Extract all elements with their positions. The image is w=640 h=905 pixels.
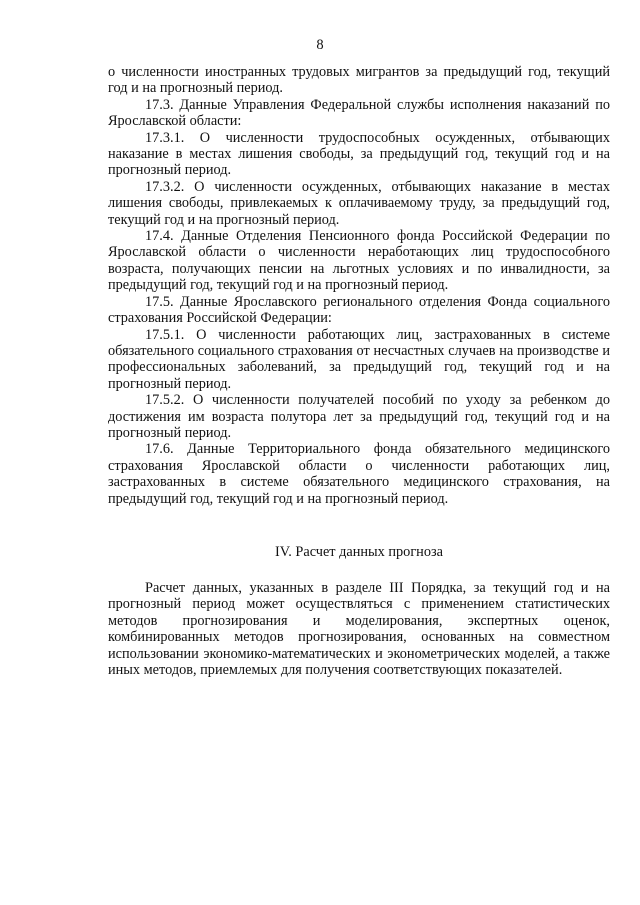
section-paragraph: Расчет данных, указанных в разделе III Порядка, за текущий год и на прогнозный период может осуществляться с применением статистических методов прогнозирования и моделирования, экспертных оценок, комбинированных методов прогнозирования, основанных на совместном использовании экономико-математических и эконометрических моделей, а также иных методов, приемлемых для получения соответствующих показателей. bbox=[108, 580, 610, 679]
paragraph-17-3-2: 17.3.2. О численности осужденных, отбывающих наказание в местах лишения свободы, привлекаемых к оплачиваемому труду, за предыдущий год, текущий год и на прогнозный период. bbox=[108, 178, 610, 228]
paragraph-17-5-1: 17.5.1. О численности работающих лиц, застрахованных в системе обязательного социального страхования от несчастных случаев на производстве и профессиональных заболеваний, за предыдущий год, текущий год и на прогнозный период. bbox=[108, 326, 610, 392]
paragraph-17-6: 17.6. Данные Территориального фонда обязательного медицинского страхования Ярославской области о численности работающих лиц, застрахованных в системе обязательного медицинского страхования, на предыдущий год, текущий год и на прогнозный период. bbox=[108, 441, 610, 507]
paragraph-17-5-2: 17.5.2. О численности получателей пособий по уходу за ребенком до достижения им возраста полутора лет за предыдущий год, текущий год и на прогнозный период. bbox=[108, 392, 610, 441]
section-heading: IV. Расчет данных прогноза bbox=[275, 544, 443, 560]
paragraph-17-4: 17.4. Данные Отделения Пенсионного фонда Российской Федерации по Ярославской области о численности неработающих лиц трудоспособного возраста, получающих пенсии на льготных условиях и по инвалидности, за предыдущий год, текущий год и на прогнозный период. bbox=[108, 228, 610, 294]
section-body bbox=[108, 580, 610, 678]
paragraph-17-5: 17.5. Данные Ярославского регионального отделения Фонда социального страхования Российской Федерации: bbox=[108, 293, 610, 327]
paragraph-17-3: 17.3. Данные Управления Федеральной службы исполнения наказаний по Ярославской области: bbox=[108, 96, 610, 130]
paragraph-17-3-1: 17.3.1. О численности трудоспособных осужденных, отбывающих наказание в местах лишения свободы, за предыдущий год, текущий год и на прогнозный период. bbox=[108, 129, 610, 179]
page-number: 8 bbox=[316, 37, 324, 53]
body-text bbox=[108, 64, 610, 507]
paragraph-continuation: о численности иностранных трудовых мигрантов за предыдущий год, текущий год и на прогнозный период. bbox=[108, 64, 610, 97]
